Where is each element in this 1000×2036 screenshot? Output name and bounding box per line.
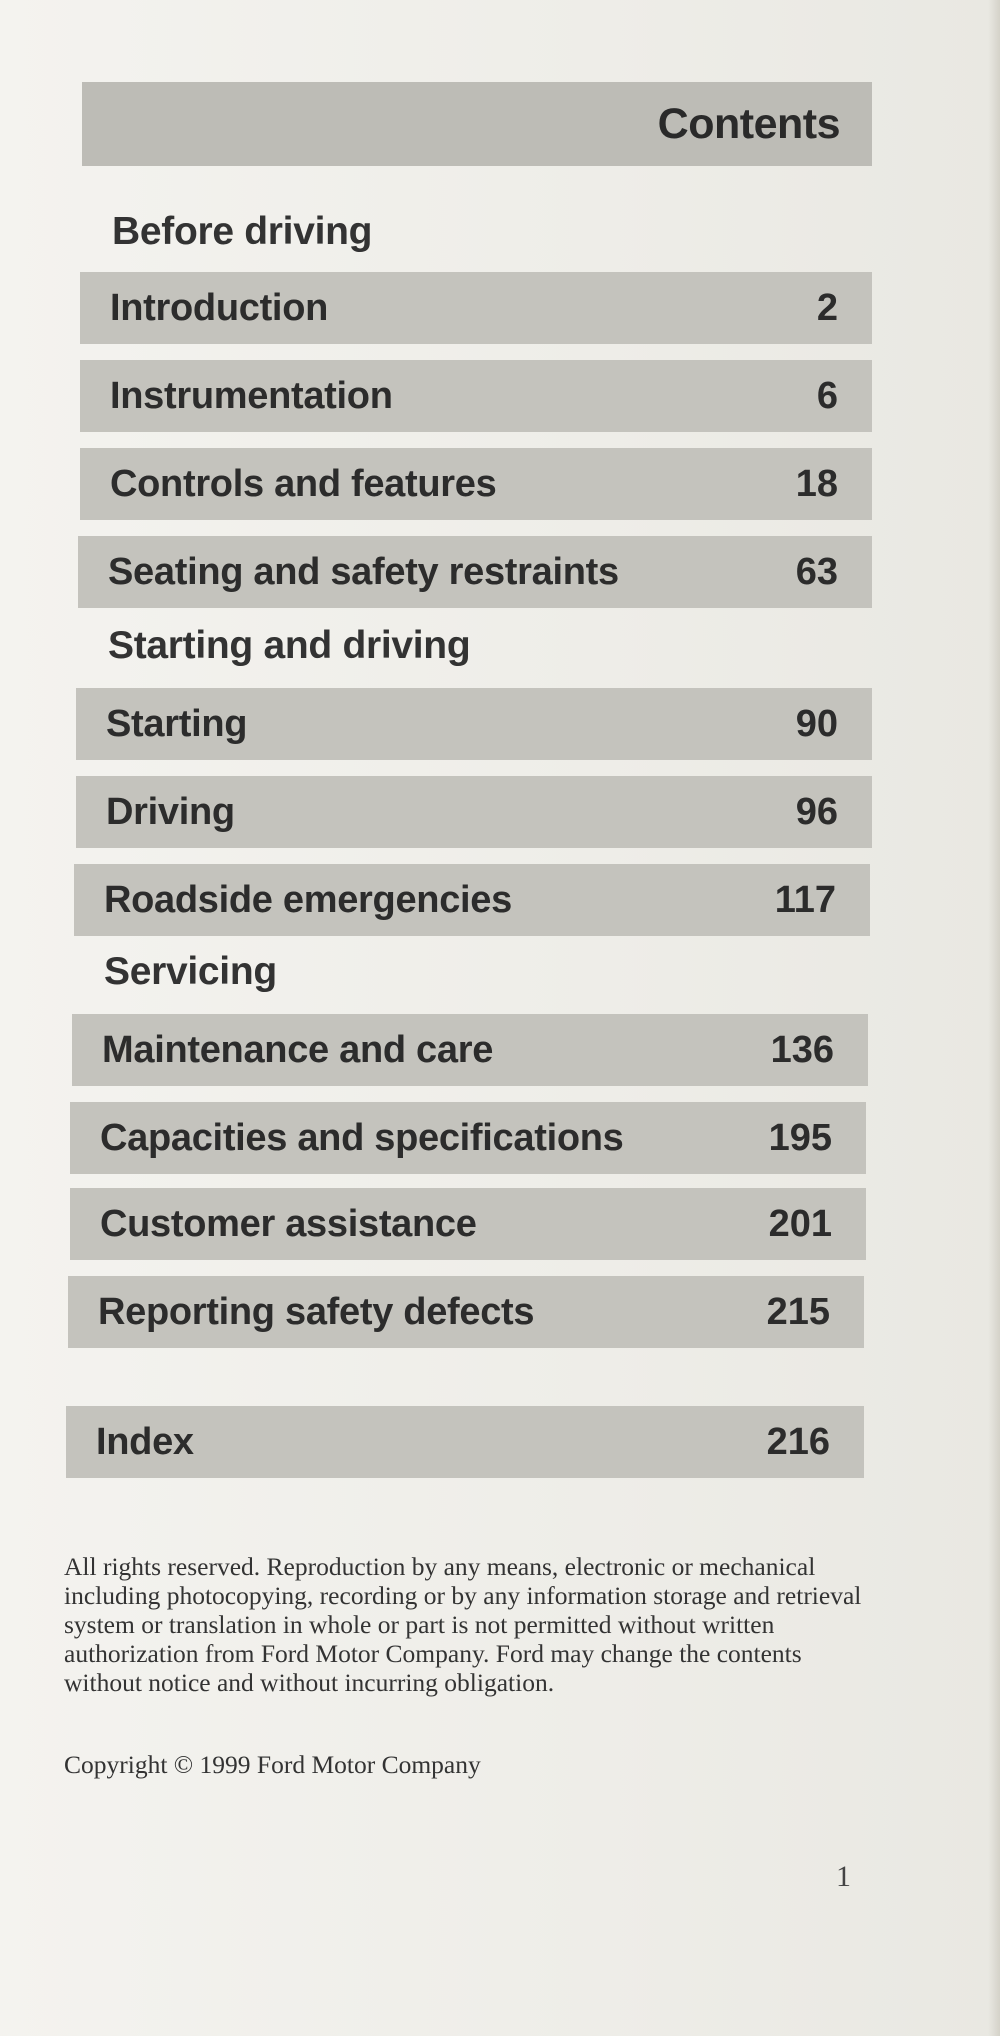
toc-entry-label: Customer assistance <box>100 1202 477 1245</box>
toc-entry-customer-assistance[interactable] <box>70 1188 866 1260</box>
toc-entry-page: 18 <box>795 462 838 505</box>
toc-entry-roadside-emergencies[interactable] <box>74 864 870 936</box>
toc-entry-page: 63 <box>795 550 838 593</box>
toc-entry-capacities-and-specifications[interactable] <box>70 1102 866 1174</box>
toc-entry-label: Introduction <box>110 286 329 329</box>
toc-entry-page: 2 <box>816 286 838 329</box>
legal-notice: All rights reserved. Reproduction by any means, electronic or mechanical including photocopying, recording or by any information storage and retrieval system or translation in whole or part is not permitted without written authorization from Ford Motor Company. Ford may change the contents without notice and without incurring obligation. <box>64 1552 862 1697</box>
section-heading-starting-and-driving: Starting and driving <box>108 624 471 667</box>
toc-entry-label: Seating and safety restraints <box>108 550 619 593</box>
toc-entry-label: Controls and features <box>110 462 497 505</box>
toc-entry-label: Driving <box>106 790 235 833</box>
contents-header-bar <box>82 82 872 166</box>
toc-entry-instrumentation[interactable] <box>80 360 872 432</box>
toc-entry-label: Starting <box>106 702 248 745</box>
toc-entry-page: 90 <box>795 702 838 745</box>
toc-entry-page: 117 <box>774 878 836 921</box>
toc-entry-page: 201 <box>768 1202 832 1245</box>
toc-entry-label: Maintenance and care <box>102 1028 494 1071</box>
page-number: 1 <box>836 1860 851 1893</box>
toc-entry-label: Index <box>96 1420 194 1463</box>
page-title: Contents <box>657 99 840 148</box>
toc-entry-reporting-safety-defects[interactable] <box>68 1276 864 1348</box>
toc-entry-introduction[interactable] <box>80 272 872 344</box>
toc-entry-page: 215 <box>766 1290 830 1333</box>
toc-entry-page: 216 <box>766 1420 830 1463</box>
copyright-notice: Copyright © 1999 Ford Motor Company <box>64 1750 481 1779</box>
toc-entry-maintenance-and-care[interactable] <box>72 1014 868 1086</box>
toc-entry-label: Roadside emergencies <box>104 878 512 921</box>
toc-entry-page: 136 <box>770 1028 834 1071</box>
toc-entry-page: 195 <box>768 1116 832 1159</box>
toc-entry-driving[interactable] <box>76 776 872 848</box>
toc-entry-label: Reporting safety defects <box>98 1290 535 1333</box>
toc-entry-index[interactable] <box>66 1406 864 1478</box>
section-heading-servicing: Servicing <box>104 950 277 993</box>
toc-entry-page: 96 <box>795 790 838 833</box>
toc-entry-page: 6 <box>816 374 838 417</box>
toc-entry-seating-and-safety-restraints[interactable] <box>78 536 872 608</box>
toc-entry-controls-and-features[interactable] <box>80 448 872 520</box>
toc-entry-label: Instrumentation <box>110 374 393 417</box>
section-heading-before-driving: Before driving <box>112 210 373 253</box>
toc-entry-label: Capacities and specifications <box>100 1116 624 1159</box>
toc-entry-starting[interactable] <box>76 688 872 760</box>
